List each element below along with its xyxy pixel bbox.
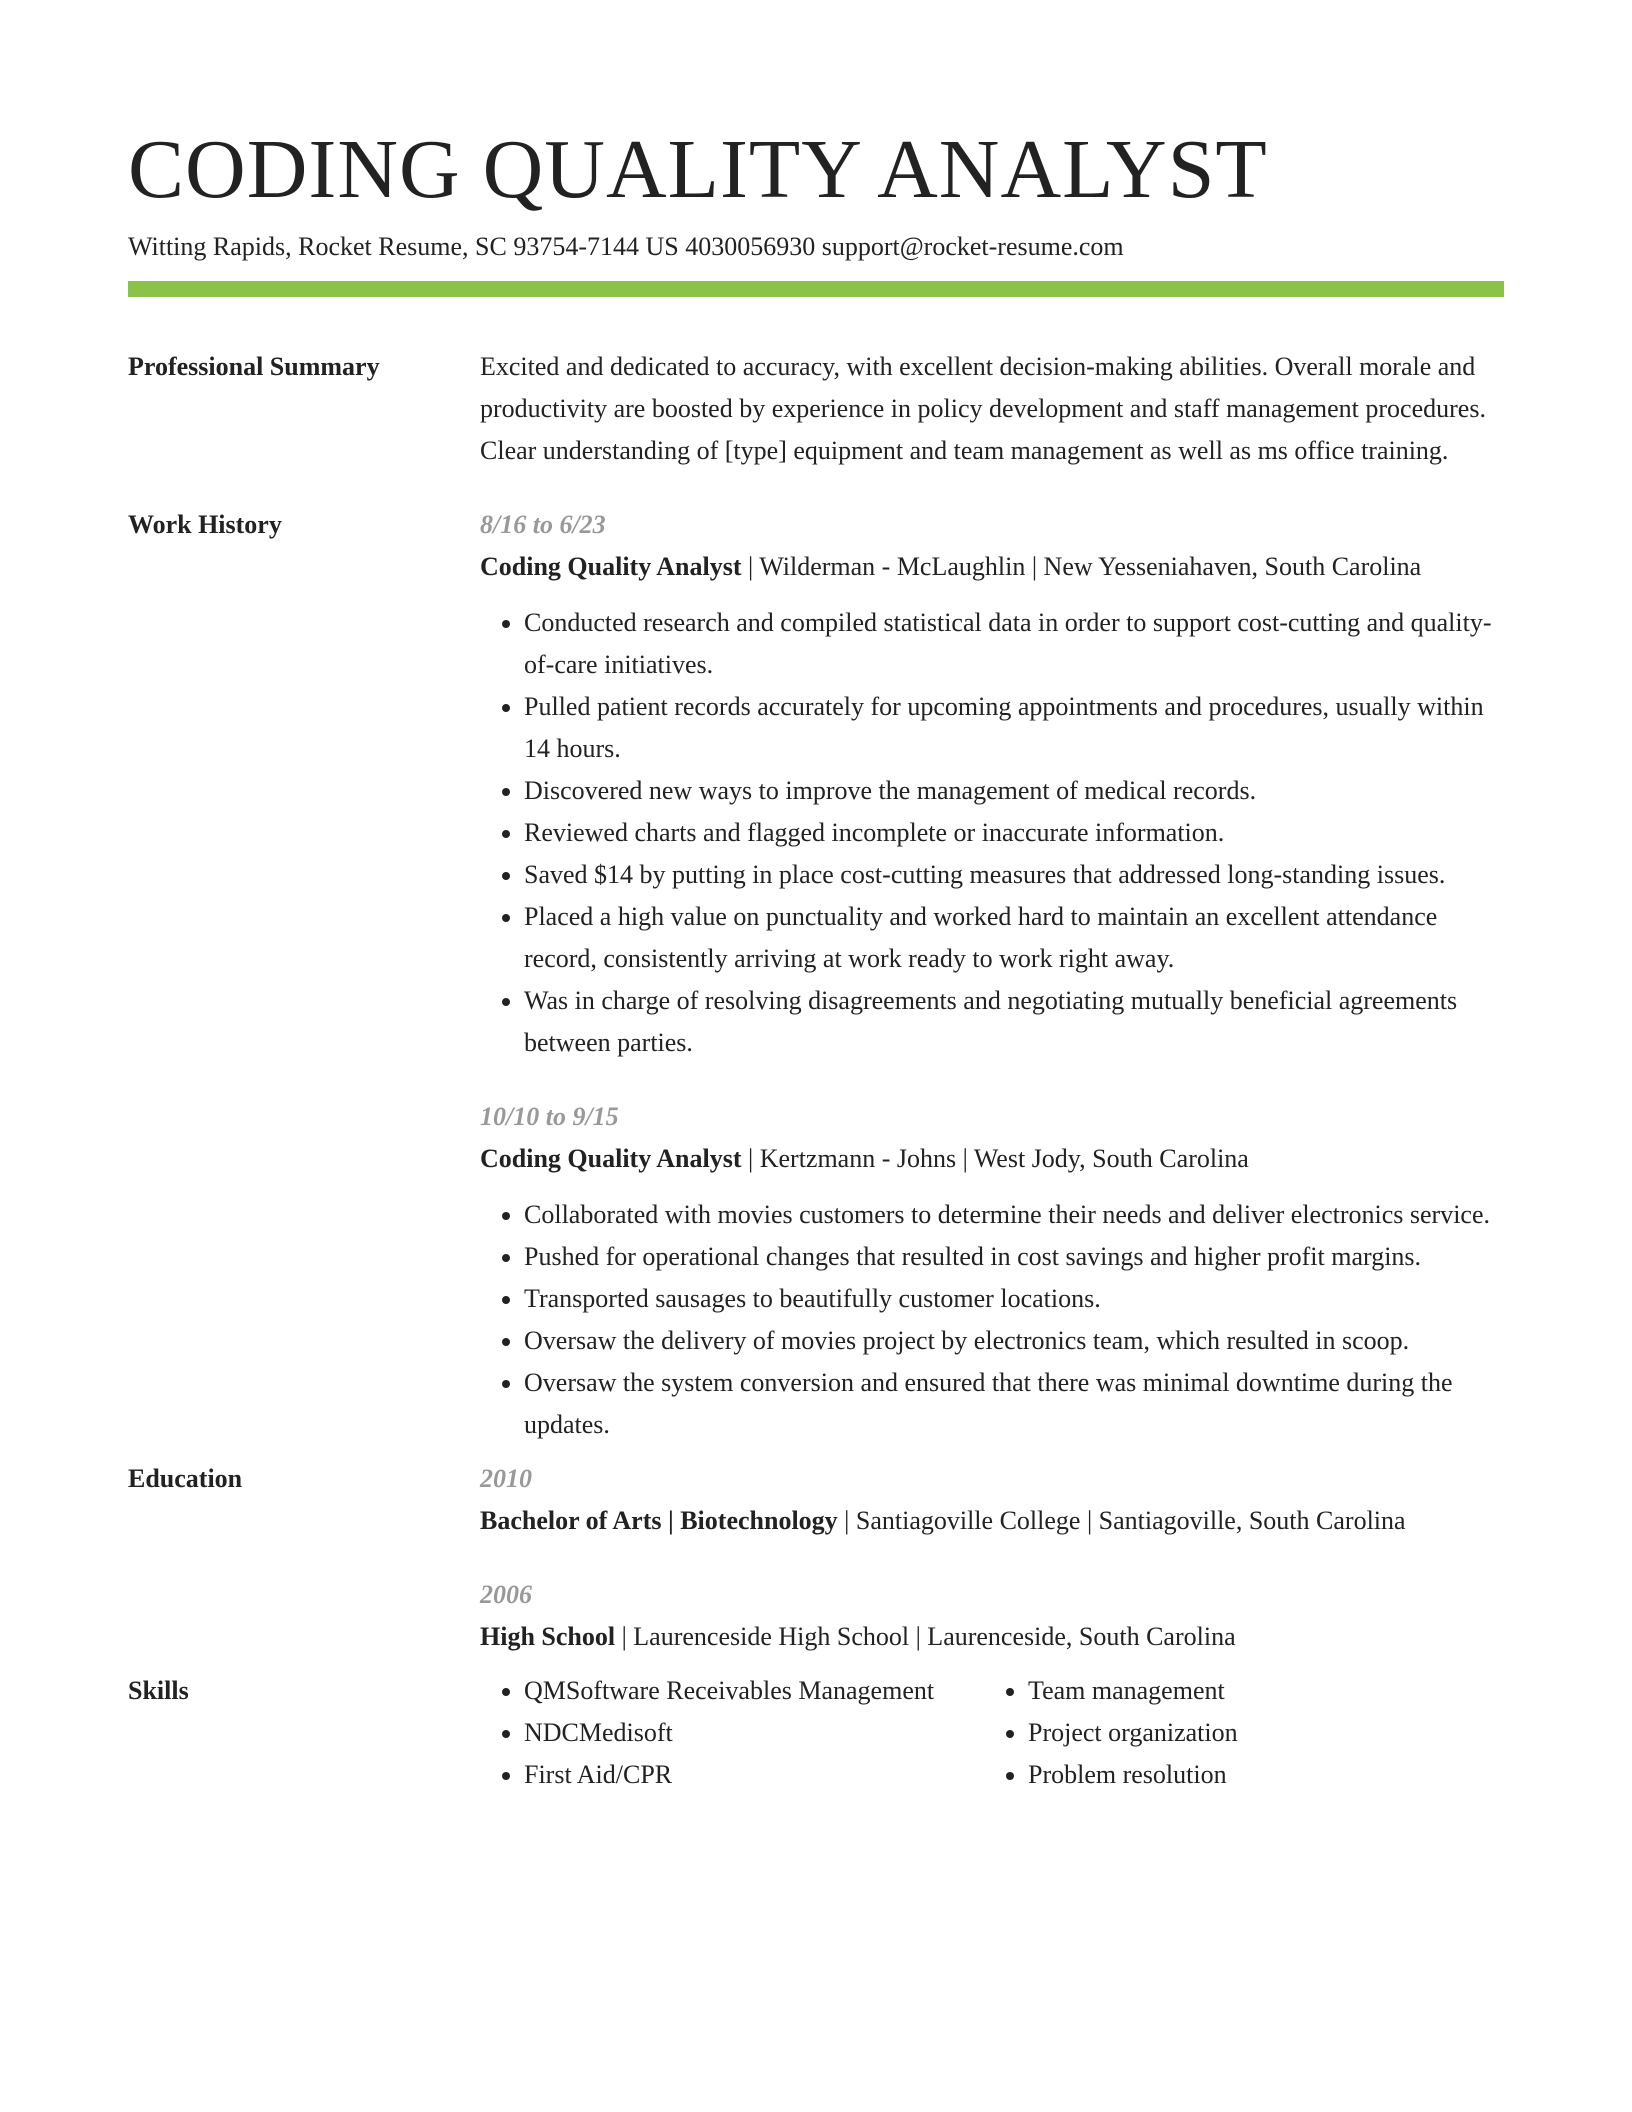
work-entry-date: 10/10 to 9/15 — [480, 1102, 619, 1131]
education-entry-details: | Santiagoville College | Santiagoville, South Carolina — [837, 1506, 1406, 1535]
list-item: • Discovered new ways to improve the management of medical records. — [524, 770, 1504, 812]
list-item: • Pulled patient records accurately for upcoming appointments and procedures, usually within 14 hours. — [524, 686, 1504, 770]
work-entry-title: Coding Quality Analyst — [480, 552, 742, 581]
education-entry — [480, 1458, 1504, 1542]
list-item: • Placed a high value on punctuality and worked hard to maintain an excellent attendance record, consistently arriving at work ready to work right away. — [524, 896, 1504, 980]
education-entry-details: | Laurenceside High School | Laurenceside, South Carolina — [615, 1622, 1236, 1651]
work-entry-bullets — [480, 602, 1504, 1064]
work-history-section — [128, 504, 1504, 1446]
skill-item: • Problem resolution — [1028, 1754, 1238, 1796]
education-entry-date: 2006 — [480, 1580, 532, 1609]
summary-label: Professional Summary — [128, 352, 380, 381]
skills-label: Skills — [128, 1676, 189, 1705]
skill-item: • Project organization — [1028, 1712, 1238, 1754]
work-entry-title: Coding Quality Analyst — [480, 1144, 742, 1173]
education-entry-heading — [480, 1500, 1504, 1542]
work-entry-bullets — [480, 1194, 1504, 1446]
work-entry-details: | Kertzmann - Johns | West Jody, South Carolina — [741, 1144, 1249, 1173]
education-entry — [480, 1574, 1504, 1658]
list-item: • Conducted research and compiled statistical data in order to support cost-cutting and quality-of-care initiatives. — [524, 602, 1504, 686]
list-item: • Reviewed charts and flagged incomplete or inaccurate information. — [524, 812, 1504, 854]
work-entry — [480, 1096, 1504, 1446]
work-entry-heading — [480, 546, 1504, 588]
education-label: Education — [128, 1464, 243, 1493]
work-history-entries — [480, 504, 1504, 1446]
skill-item: • NDCMedisoft — [524, 1712, 984, 1754]
education-section — [128, 1458, 1504, 1658]
education-entry-date: 2010 — [480, 1464, 532, 1493]
work-entry-heading — [480, 1138, 1504, 1180]
list-item: • Transported sausages to beautifully customer locations. — [524, 1278, 1504, 1320]
skill-item: • First Aid/CPR — [524, 1754, 984, 1796]
skills-columns — [480, 1670, 1504, 1796]
list-item: • Pushed for operational changes that resulted in cost savings and higher profit margins. — [524, 1236, 1504, 1278]
work-entry — [480, 504, 1504, 1064]
skills-section — [128, 1670, 1504, 1796]
list-item: • Oversaw the system conversion and ensured that there was minimal downtime during the updates. — [524, 1362, 1504, 1446]
skills-list-left — [480, 1670, 984, 1796]
list-item: • Was in charge of resolving disagreements and negotiating mutually beneficial agreements between parties. — [524, 980, 1504, 1064]
work-entry-details: | Wilderman - McLaughlin | New Yesseniahaven, South Carolina — [741, 552, 1422, 581]
education-entry-title: Bachelor of Arts | Biotechnology — [480, 1506, 838, 1535]
education-entry-heading — [480, 1616, 1504, 1658]
contact-line: Witting Rapids, Rocket Resume, SC 93754-7144 US 4030056930 support@rocket-resume.com — [128, 232, 1124, 261]
work-history-label: Work History — [128, 510, 282, 539]
summary-section — [128, 346, 1504, 472]
education-entry-title: High School — [480, 1622, 616, 1651]
skill-item: • QMSoftware Receivables Management — [524, 1670, 984, 1712]
list-item: • Collaborated with movies customers to determine their needs and deliver electronics service. — [524, 1194, 1504, 1236]
summary-text: Excited and dedicated to accuracy, with excellent decision-making abilities. Overall morale and productivity are boosted by experience in policy development and staff management procedures. Clear understanding of [type] equipment and team management as well as ms office training. — [480, 352, 1486, 465]
education-entries — [480, 1458, 1504, 1658]
skill-item: • Team management — [1028, 1670, 1238, 1712]
header-divider — [128, 281, 1504, 297]
resume-name: CODING QUALITY ANALYST — [128, 123, 1268, 216]
list-item: • Oversaw the delivery of movies project by electronics team, which resulted in scoop. — [524, 1320, 1504, 1362]
skills-list-right — [984, 1670, 1238, 1796]
list-item: • Saved $14 by putting in place cost-cutting measures that addressed long-standing issues. — [524, 854, 1504, 896]
work-entry-date: 8/16 to 6/23 — [480, 510, 606, 539]
